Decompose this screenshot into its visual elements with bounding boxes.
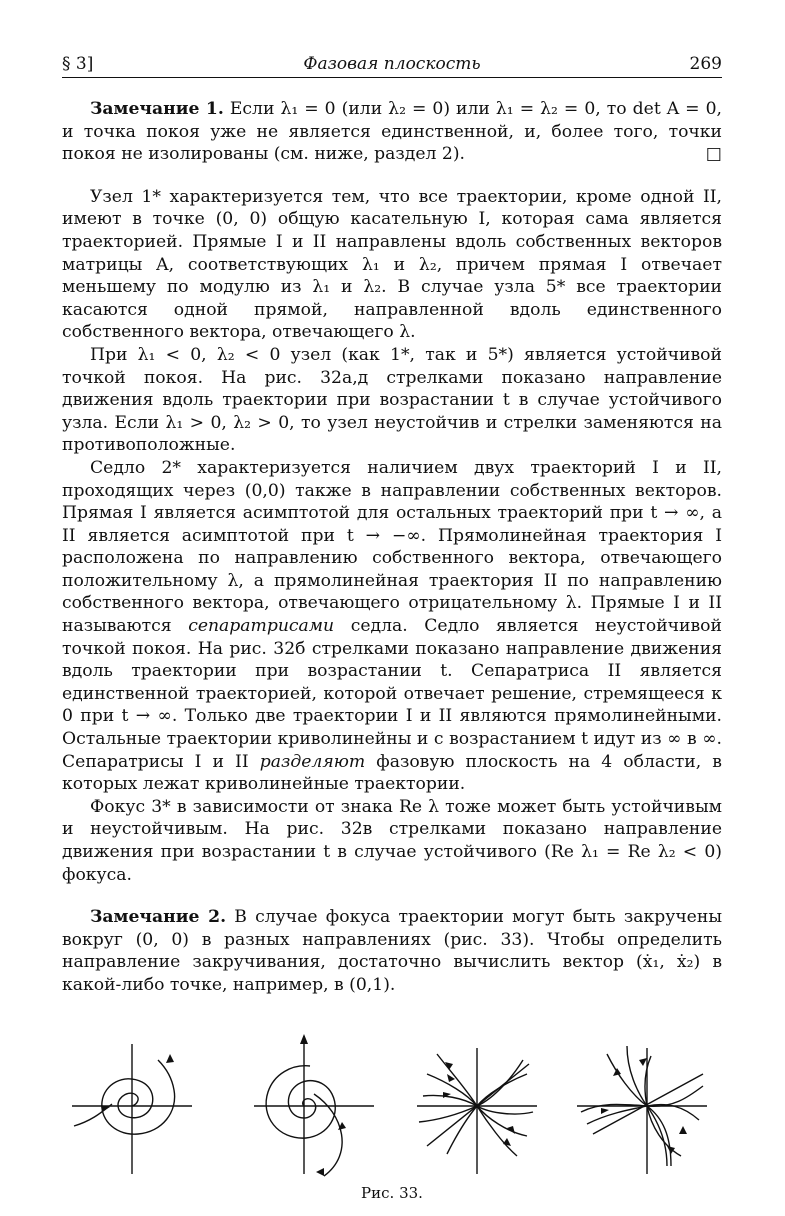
phase-portrait-node-2 [577,1046,707,1174]
remark-2-text: В случае фокуса траектории могут быть закручены вокруг (0, 0) в разных направлениях (рис. 33). Чтобы определить направление закручивания, достаточно вычислить вектор (ẋ₁, ẋ₂) в какой-либо точке, например, в (0,1). [62,907,722,995]
saddle-text-2: седла. Седло является неустойчивой точкой покоя. На рис. 32б стрелками показано направление движения вдоль траектории при возрастании t. Сепаратриса II является единственной траекторией, которой отвечает решение, стремящееся к 0 при t → ∞. Только две траектории I и II являются прямолинейными. Остальные траектории криволинейны и с возрастанием t идут из ∞ в ∞. Сепаратрисы I и II [62,616,722,772]
remark-1 [62,98,722,166]
remark-1-text: Если λ₁ = 0 (или λ₂ = 0) или λ₁ = λ₂ = 0, то det A = 0, и точка покоя уже не является единственной, и, более того, точки покоя не изолированы (см. ниже, раздел 2). [62,99,722,165]
page-number: 269 [689,54,722,74]
qed-symbol: □ [705,144,722,165]
phase-portrait-spiral-1 [72,1044,192,1174]
saddle-text-3: фазовую плоскость на 4 области, в которых лежат криволинейные траектории. [62,751,722,795]
paragraph-focus: Фокус 3* в зависимости от знака Re λ тоже может быть устойчивым и неустойчивым. На рис. 32в стрелками показано направление движения при возрастании t в случае устойчивого (Re λ₁ = Re λ₂ < 0) фокуса. [62,796,722,885]
paragraph-saddle [62,457,722,796]
header-rule [62,77,722,78]
phase-portrait-spiral-2 [254,1034,374,1176]
figure-33 [62,1034,722,1184]
main-text [62,98,722,997]
remark-1-label: Замечание 1. [90,99,224,119]
separatrices-term: сепаратрисами [188,616,335,637]
section-number: § 3] [62,54,94,74]
saddle-text-1: Седло 2* характеризуется наличием двух траекторий I и II, проходящих через (0,0) также в направлении собственных векторов. Прямая I является асимптотой для остальных траекторий при t → ∞, а II является асимптотой при t → −∞. Прямолинейная траектория I расположена по направлению собственного вектора, отвечающего положительному λ, а прямолинейная траектория II по направлению собственного вектора, отвечающего отрицательному λ. Прямые I и II называются [62,457,722,637]
running-title: Фазовая плоскость [303,54,481,74]
page [62,50,722,1202]
phase-portrait-node-1 [417,1048,537,1174]
paragraph-stable-node: При λ₁ < 0, λ₂ < 0 узел (как 1*, так и 5*) является устойчивой точкой покоя. На рис. 32а,д стрелками показано направление движения вдоль траектории при возрастании t в случае устойчивого узла. Если λ₁ > 0, λ₂ > 0, то узел неустойчив и стрелки заменяются на противоположные. [62,344,722,456]
remark-2 [62,906,722,996]
remark-2-label: Замечание 2. [90,907,227,928]
running-header [62,50,722,76]
figure-caption: Рис. 33. [361,1184,423,1202]
separate-term: разделяют [259,751,366,772]
paragraph-node: Узел 1* характеризуется тем, что все траектории, кроме одной II, имеют в точке (0, 0) общую касательную I, которая сама является траекторией. Прямые I и II направлены вдоль собственных векторов матрицы A, соответствующих λ₁ и λ₂, причем прямая I отвечает меньшему по модулю из λ₁ и λ₂. В случае узла 5* все траектории касаются одной прямой, направленной вдоль единственного собственного вектора, отвечающего λ. [62,186,722,343]
